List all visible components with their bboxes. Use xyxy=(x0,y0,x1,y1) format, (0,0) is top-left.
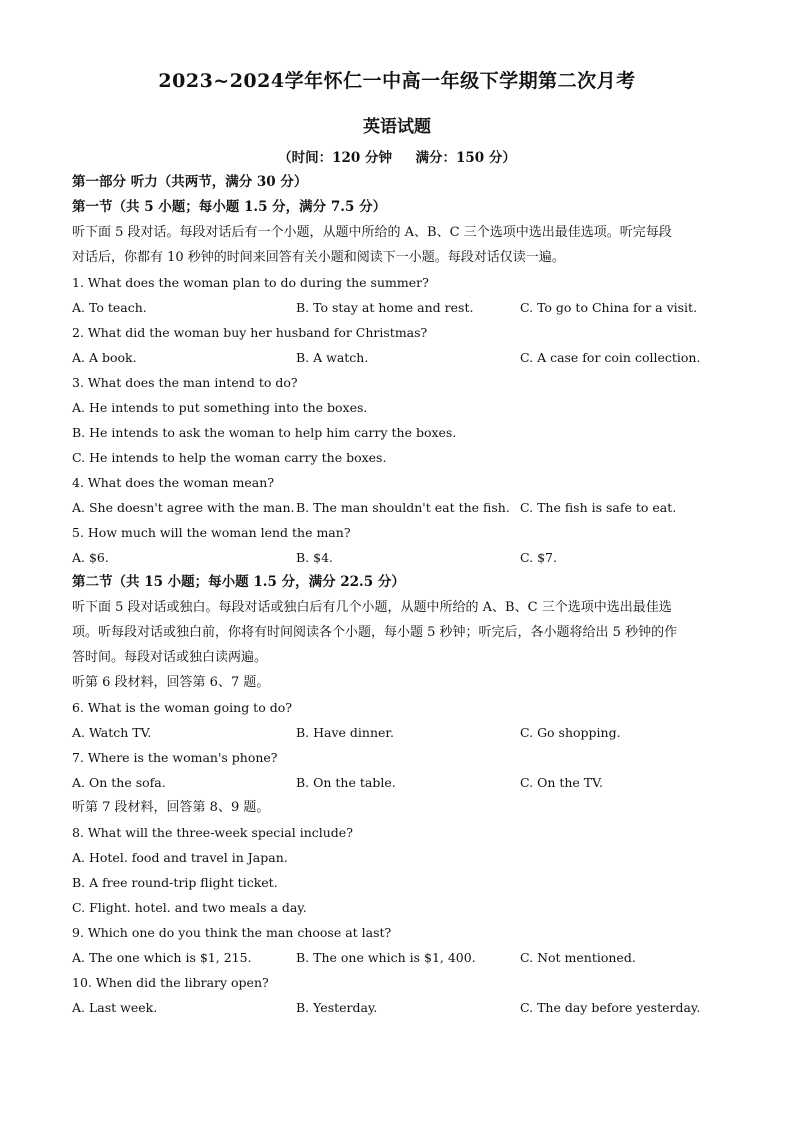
question-4-options xyxy=(72,495,722,520)
option-c: C. Flight. hotel. and two meals a day. xyxy=(72,900,307,915)
question-5-options xyxy=(72,545,722,570)
exam-subject: 英语试题 xyxy=(363,117,431,137)
option-a: A. On the sofa. xyxy=(72,775,166,790)
option-c: C. He intends to help the woman carry the boxes. xyxy=(72,450,387,465)
section2-instruction-line: 项。听每段对话或独白前，你将有时间阅读各个小题，每小题 5 秒钟；听完后，各小题将给出 5 秒钟的作 xyxy=(72,625,678,640)
question-8-stem: 8. What will the three-week special include? xyxy=(72,825,353,840)
option-b: B. On the table. xyxy=(296,775,396,790)
option-b: B. A free round-trip flight ticket. xyxy=(72,875,278,890)
material-7-note: 听第 7 段材料，回答第 8、9 题。 xyxy=(72,800,270,815)
option-a: A. $6. xyxy=(72,550,109,565)
option-a: A. Hotel. food and travel in Japan. xyxy=(72,850,288,865)
question-6-stem: 6. What is the woman going to do? xyxy=(72,700,292,715)
option-c: C. Go shopping. xyxy=(520,725,621,740)
option-b: B. He intends to ask the woman to help him carry the boxes. xyxy=(72,425,457,440)
option-c: C. On the TV. xyxy=(520,775,603,790)
question-2-stem: 2. What did the woman buy her husband for Christmas? xyxy=(72,325,428,340)
option-a: A. She doesn't agree with the man. xyxy=(72,500,295,515)
question-6-options xyxy=(72,720,722,745)
option-a: A. The one which is $1, 215. xyxy=(72,950,252,965)
option-a: A. To teach. xyxy=(72,300,147,315)
material-6-note: 听第 6 段材料，回答第 6、7 题。 xyxy=(72,675,270,690)
option-c: C. The fish is safe to eat. xyxy=(520,500,677,515)
section1-instruction-line: 对话后，你都有 10 秒钟的时间来回答有关小题和阅读下一小题。每段对话仅读一遍。 xyxy=(72,250,565,265)
question-4-stem: 4. What does the woman mean? xyxy=(72,475,275,490)
question-1-options xyxy=(72,295,722,320)
question-1-stem: 1. What does the woman plan to do during the summer? xyxy=(72,275,429,290)
section2-heading: 第二节（共 15 小题；每小题 1.5 分，满分 22.5 分） xyxy=(72,574,405,590)
option-c: C. $7. xyxy=(520,550,557,565)
option-b: B. The one which is $1, 400. xyxy=(296,950,476,965)
section2-instruction-line: 听下面 5 段对话或独白。每段对话或独白后有几个小题，从题中所给的 A、B、C 三个选项中选出最佳选 xyxy=(72,600,672,615)
part1-heading: 第一部分 听力（共两节，满分 30 分） xyxy=(72,174,308,190)
question-9-stem: 9. Which one do you think the man choose at last? xyxy=(72,925,392,940)
question-2-options xyxy=(72,345,722,370)
exam-time-score: （时间：120 分钟 满分：150 分） xyxy=(278,150,516,166)
exam-title: 2023~2024学年怀仁一中高一年级下学期第二次月考 xyxy=(158,70,636,92)
option-a: A. A book. xyxy=(72,350,137,365)
question-5-stem: 5. How much will the woman lend the man? xyxy=(72,525,351,540)
option-b: B. To stay at home and rest. xyxy=(296,300,474,315)
question-10-options xyxy=(72,995,722,1020)
section1-instruction-line: 听下面 5 段对话。每段对话后有一个小题，从题中所给的 A、B、C 三个选项中选出最佳选项。听完每段 xyxy=(72,225,672,240)
option-b: B. Yesterday. xyxy=(296,1000,378,1015)
option-c: C. The day before yesterday. xyxy=(520,1000,701,1015)
option-c: C. To go to China for a visit. xyxy=(520,300,698,315)
question-7-stem: 7. Where is the woman's phone? xyxy=(72,750,278,765)
option-c: C. A case for coin collection. xyxy=(520,350,701,365)
option-b: B. The man shouldn't eat the fish. xyxy=(296,500,510,515)
question-9-options xyxy=(72,945,722,970)
question-3-stem: 3. What does the man intend to do? xyxy=(72,375,298,390)
question-7-options xyxy=(72,770,722,795)
option-b: B. Have dinner. xyxy=(296,725,394,740)
option-c: C. Not mentioned. xyxy=(520,950,636,965)
question-10-stem: 10. When did the library open? xyxy=(72,975,269,990)
section2-instruction-line: 答时间。每段对话或独白读两遍。 xyxy=(72,650,268,665)
option-b: B. $4. xyxy=(296,550,334,565)
option-a: A. He intends to put something into the boxes. xyxy=(72,400,368,415)
option-a: A. Last week. xyxy=(72,1000,158,1015)
section1-heading: 第一节（共 5 小题；每小题 1.5 分，满分 7.5 分） xyxy=(72,199,387,215)
exam-body xyxy=(72,170,722,1020)
option-b: B. A watch. xyxy=(296,350,369,365)
option-a: A. Watch TV. xyxy=(72,725,152,740)
